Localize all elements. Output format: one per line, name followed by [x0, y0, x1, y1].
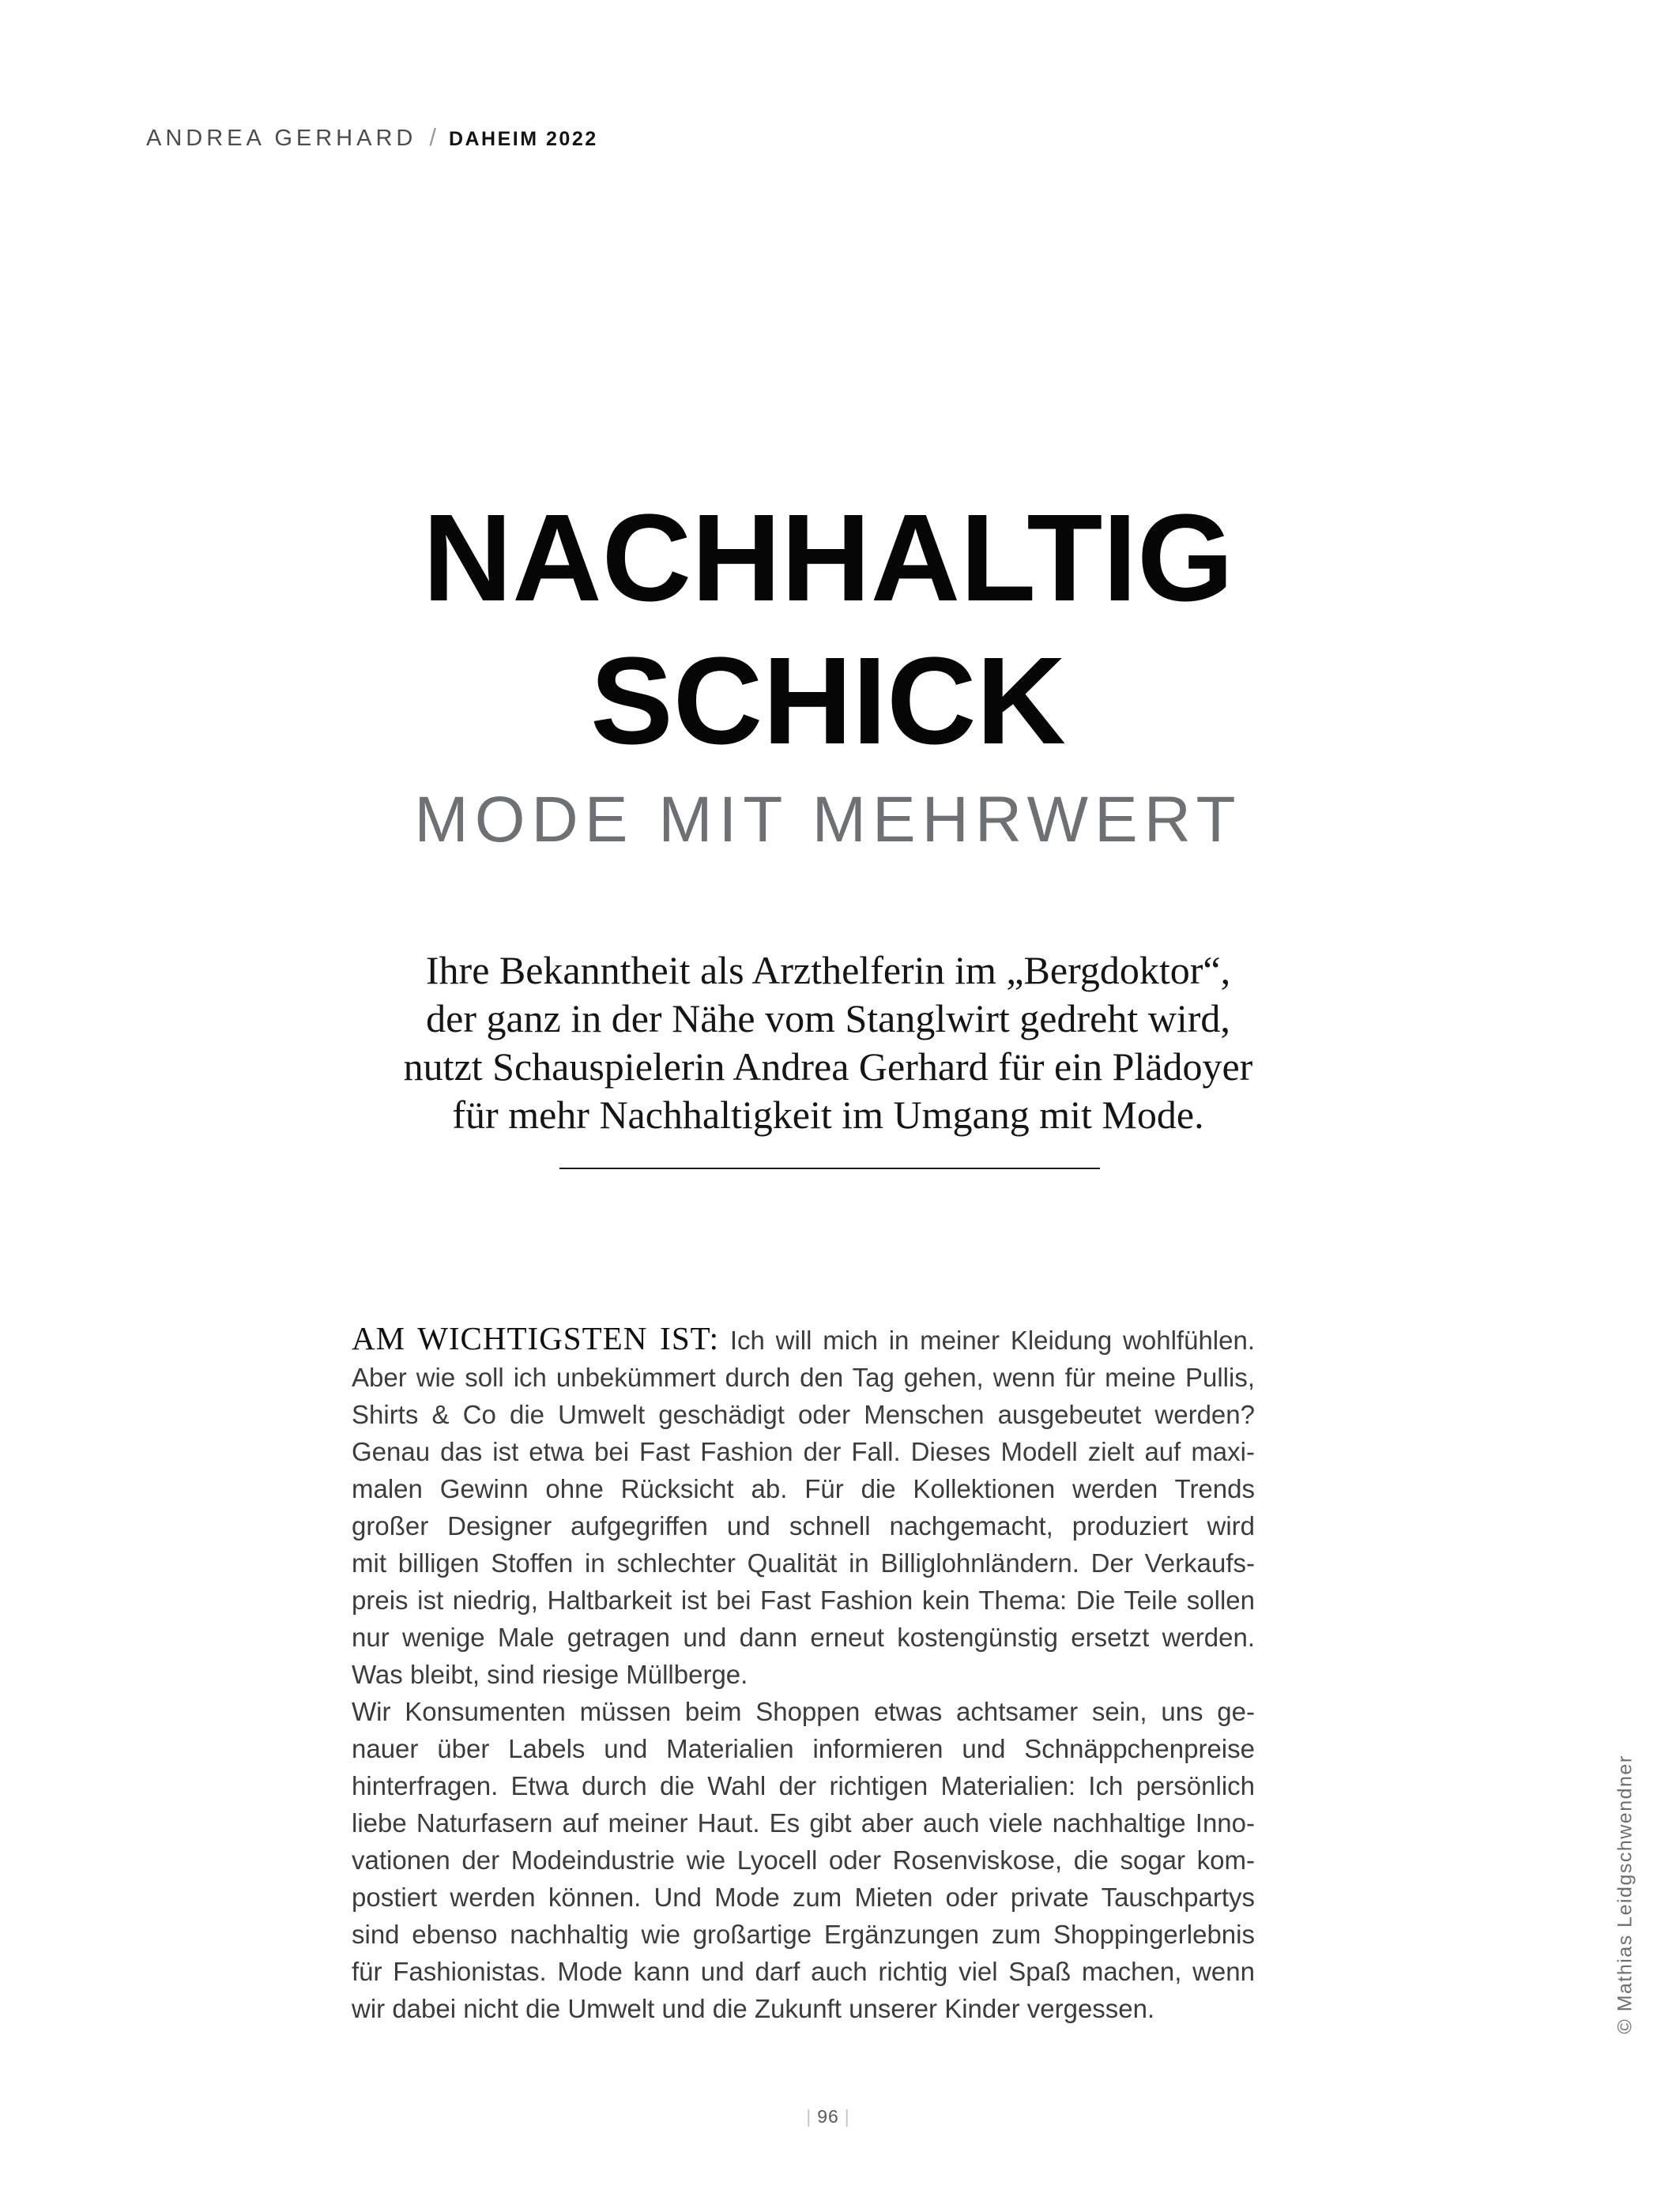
body-text-line: Genau das ist etwa bei Fast Fashion der Fall. Dieses Modell zielt auf maxi- — [352, 1437, 1255, 1466]
publication-name: DAHEIM 2022 — [448, 128, 598, 150]
body-text-line: Was bleibt, sind riesige Müllberge. — [352, 1660, 748, 1689]
section-divider — [559, 1168, 1100, 1169]
title-line-1: NACHHALTIG — [422, 489, 1234, 627]
article-title — [0, 487, 1656, 773]
intro-line: der ganz in der Nähe vom Stanglwirt gedreht wird, — [426, 996, 1230, 1040]
body-text-line: Shirts & Co die Umwelt geschädigt oder Menschen ausgebeutet werden? — [352, 1400, 1255, 1429]
body-text-line — [352, 1320, 1255, 1359]
body-text-line: mit billigen Stoffen in schlechter Qualität in Billiglohnländern. Der Verkaufs- — [352, 1548, 1255, 1578]
article-subtitle: MODE MIT MEHRWERT — [414, 784, 1242, 856]
footer-bar-right: | — [844, 2106, 850, 2127]
intro-line: Ihre Bekanntheit als Arzthelferin im „Bergdoktor“, — [425, 948, 1231, 992]
body-text-line: nauer über Labels und Materialien informieren und Schnäppchenpreise — [352, 1734, 1255, 1763]
page-header — [146, 123, 598, 152]
intro-line: nutzt Schauspielerin Andrea Gerhard für ein Plädoyer — [403, 1044, 1253, 1089]
body-text-line: Aber wie soll ich unbekümmert durch den Tag gehen, wenn für meine Pullis, — [352, 1363, 1255, 1392]
page-number-footer — [0, 2106, 1656, 2127]
body-line-text: Ich will mich in meiner Kleidung wohlfühlen. — [729, 1326, 1256, 1355]
body-text-line: liebe Naturfasern auf meiner Haut. Es gibt aber auch viele nachhaltige Inno- — [352, 1808, 1255, 1838]
body-text-line: preis ist niedrig, Haltbarkeit ist bei Fast Fashion kein Thema: Die Teile sollen — [352, 1586, 1255, 1615]
leadin-text: AM WICHTIGSTEN IST: — [352, 1320, 720, 1356]
body-text-line: großer Designer aufgegriffen und schnell nachgemacht, produziert wird — [352, 1511, 1255, 1540]
body-text-line: nur wenige Male getragen und dann erneut kostengünstig ersetzt werden. — [352, 1623, 1255, 1652]
intro-paragraph — [0, 946, 1656, 1139]
body-text-line: vationen der Modeindustrie wie Lyocell oder Rosenviskose, die sogar kom- — [352, 1845, 1255, 1875]
body-text-line: malen Gewinn ohne Rücksicht ab. Für die Kollektionen werden Trends — [352, 1474, 1255, 1503]
page-number: 96 — [817, 2106, 839, 2127]
footer-bar-left: | — [806, 2106, 812, 2127]
body-text-line: postiert werden können. Und Mode zum Mieten oder private Tauschpartys — [352, 1883, 1255, 1912]
body-text-line: wir dabei nicht die Umwelt und die Zukunft unserer Kinder vergessen. — [352, 1994, 1155, 2023]
header-separator: / — [429, 123, 436, 151]
article-body — [352, 1320, 1255, 2027]
author-name: ANDREA GERHARD — [146, 126, 417, 151]
photo-credit: © Mathias Leidgschwendner — [1614, 1755, 1636, 2034]
body-text-line: für Fashionistas. Mode kann und darf auch richtig viel Spaß machen, wenn — [352, 1957, 1255, 1986]
body-text-line: Wir Konsumenten müssen beim Shoppen etwas achtsamer sein, uns ge- — [352, 1697, 1255, 1726]
body-text-line: sind ebenso nachhaltig wie großartige Ergänzungen zum Shoppingerlebnis — [352, 1920, 1255, 1949]
title-line-2: SCHICK — [590, 632, 1066, 771]
body-text-line: hinterfragen. Etwa durch die Wahl der richtigen Materialien: Ich persönlich — [352, 1771, 1255, 1800]
intro-line: für mehr Nachhaltigkeit im Umgang mit Mode. — [452, 1093, 1204, 1137]
